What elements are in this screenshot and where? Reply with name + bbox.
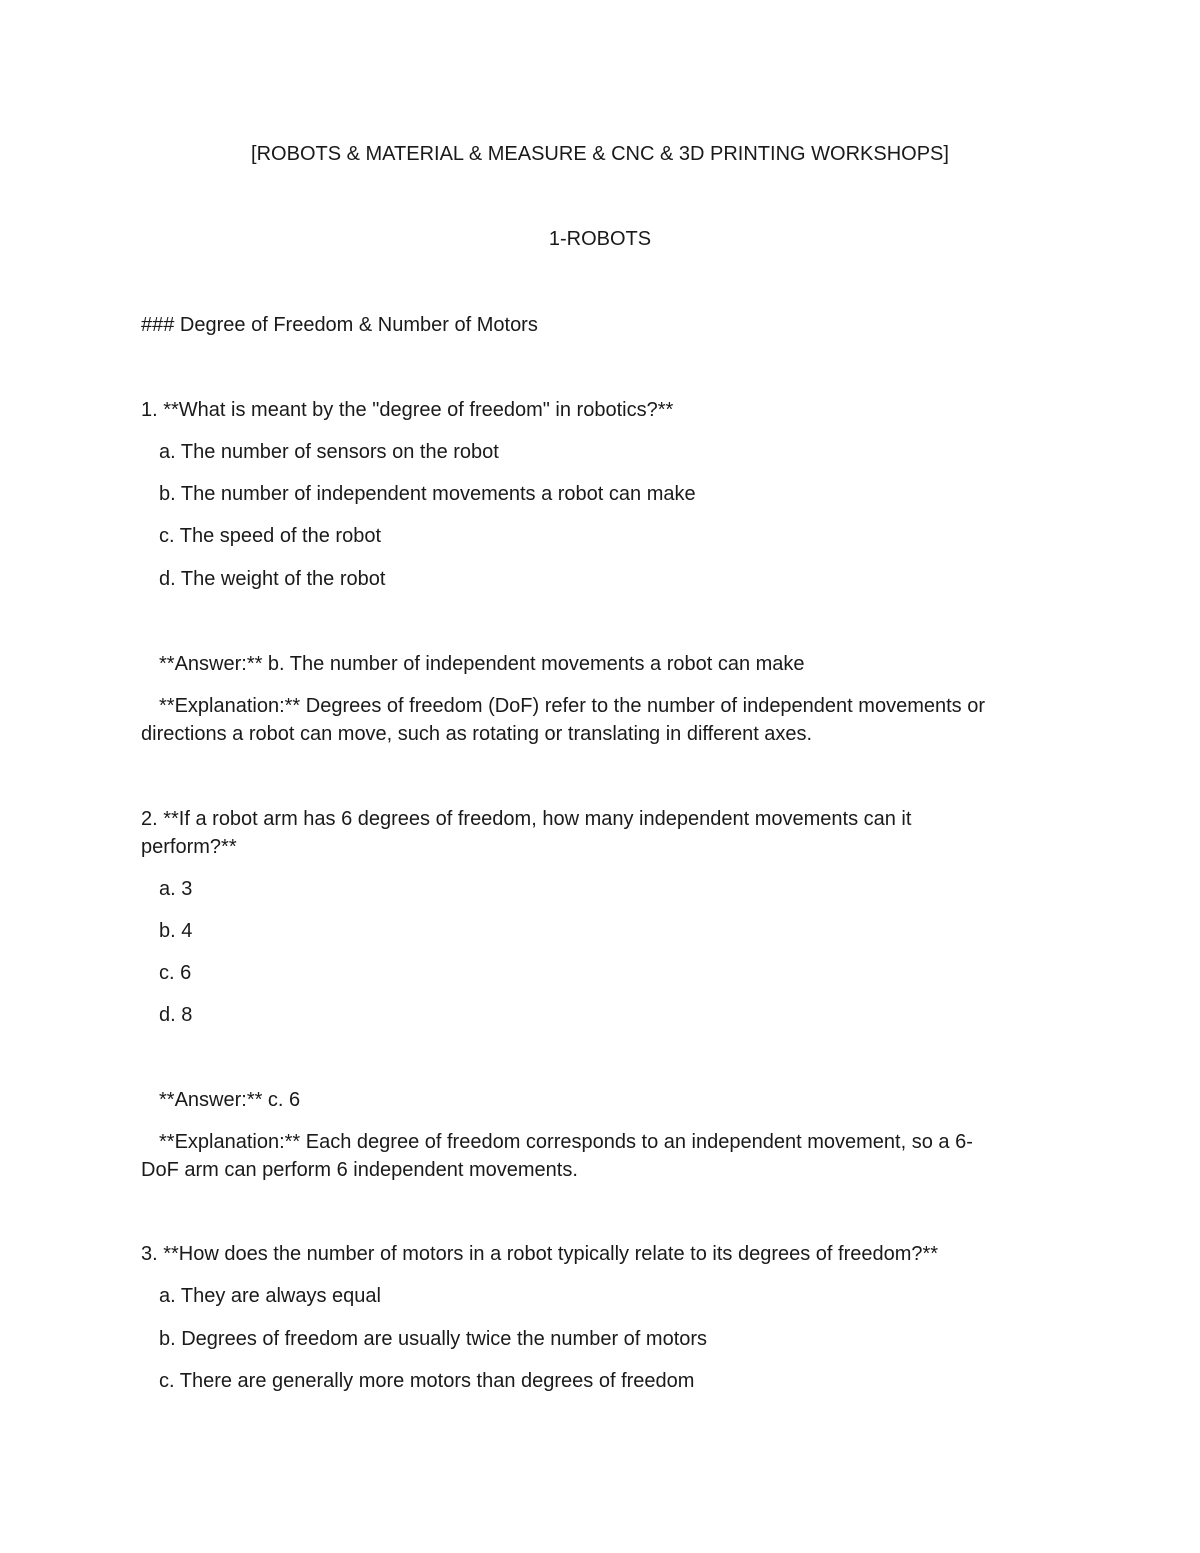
- question-3-text: 3. **How does the number of motors in a robot typically relate to its degrees of freedom?**: [141, 1243, 939, 1265]
- question-1-option-b: b. The number of independent movements a robot can make: [159, 483, 696, 505]
- question-1-option-d: d. The weight of the robot: [159, 568, 386, 590]
- question-2-explanation-line-1: **Explanation:** Each degree of freedom corresponds to an independent movement, so a 6-: [159, 1131, 973, 1153]
- question-2-option-a: a. 3: [159, 878, 193, 900]
- question-3-option-a: a. They are always equal: [159, 1285, 381, 1307]
- subheading: ### Degree of Freedom & Number of Motors: [141, 314, 538, 336]
- document-header: [ROBOTS & MATERIAL & MEASURE & CNC & 3D PRINTING WORKSHOPS]: [251, 143, 949, 165]
- question-2-explanation-line-2: DoF arm can perform 6 independent movements.: [141, 1159, 578, 1181]
- section-title: 1-ROBOTS: [548, 228, 652, 250]
- question-3-option-b: b. Degrees of freedom are usually twice the number of motors: [159, 1328, 708, 1350]
- question-2-option-b: b. 4: [159, 920, 193, 942]
- question-1-option-a: a. The number of sensors on the robot: [159, 441, 499, 463]
- question-2-option-c: c. 6: [159, 962, 192, 984]
- question-2-option-d: d. 8: [159, 1004, 193, 1026]
- question-1-explanation-line-1: **Explanation:** Degrees of freedom (DoF) refer to the number of independent movements or: [159, 695, 985, 717]
- question-1-explanation-line-2: directions a robot can move, such as rotating or translating in different axes.: [141, 723, 813, 745]
- question-3-option-c: c. There are generally more motors than degrees of freedom: [159, 1370, 695, 1392]
- question-2-answer: **Answer:** c. 6: [159, 1089, 301, 1111]
- question-1-answer: **Answer:** b. The number of independent movements a robot can make: [159, 653, 805, 675]
- question-2-text-line-2: perform?**: [141, 836, 237, 858]
- question-1-text: 1. **What is meant by the "degree of freedom" in robotics?**: [141, 399, 674, 421]
- question-2-text-line-1: 2. **If a robot arm has 6 degrees of freedom, how many independent movements can it: [141, 808, 912, 830]
- question-1-option-c: c. The speed of the robot: [159, 525, 382, 547]
